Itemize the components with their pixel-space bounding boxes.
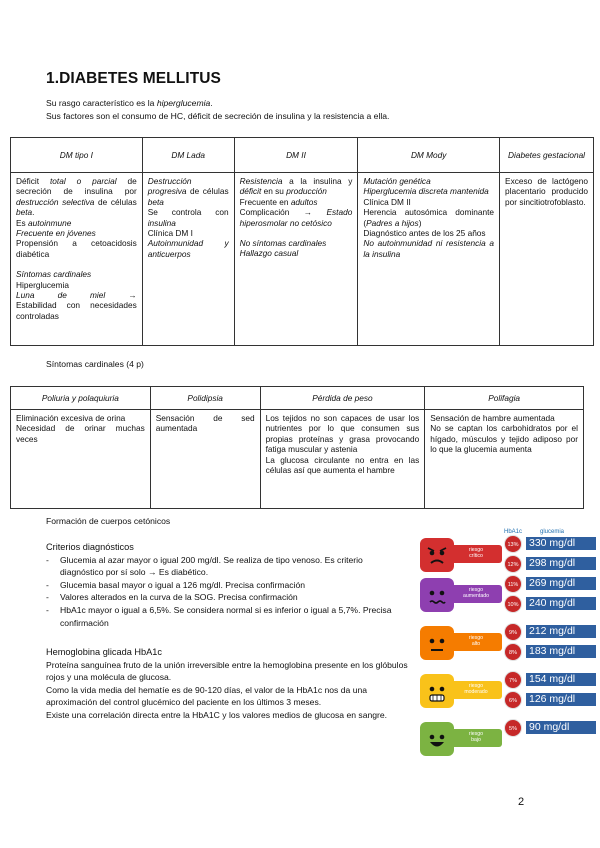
risk-label-line: bajo <box>471 737 481 743</box>
glucose-value-bar: 154 mg/dl <box>526 673 596 686</box>
text: Mutación genética <box>363 176 431 186</box>
cell-polifagia <box>425 410 584 509</box>
hba1c-percent-badge: 6% <box>504 691 522 709</box>
hba1c-paragraph: Como la vida media del hematíe es de 90-120 días, el valor de la HbA1c nos da una aproximación del control glucémico del paciente en los últimos 3 meses. <box>46 684 368 708</box>
cell-paragraph: Diagnóstico antes de los 25 años <box>363 228 486 239</box>
page-title: 1.DIABETES MELLITUS <box>46 70 221 87</box>
glucose-value-bar: 298 mg/dl <box>526 557 596 570</box>
cell-paragraph <box>148 238 229 259</box>
intro-line-1 <box>46 97 566 110</box>
cell-paragraph: La glucosa circulante no entra en las células así que aumenta el hambre <box>265 454 420 476</box>
cell-paragraph <box>363 207 494 228</box>
cell-paragraph: Clínica DM I <box>147 228 193 239</box>
cell-paragraph: Sensación de hambre aumentada <box>430 413 555 423</box>
cell-paragraph <box>240 248 353 258</box>
risk-label <box>450 681 502 699</box>
hba1c-paragraph: Existe una correlación directa entre la HbA1C y los valores medios de glucosa en sangre. <box>46 709 388 720</box>
risk-row <box>416 671 596 707</box>
ketone-note: Formación de cuerpos cetónicos <box>46 516 171 526</box>
hba1c-percent-badge: 10% <box>504 595 522 613</box>
list-item: - HbA1c mayor o igual a 6,5%. Se considera normal si es inferior o igual a 5,7%. Precisa confirmación <box>60 604 406 629</box>
cell-paragraph: Los tejidos no son capaces de usar los nutrientes por lo que consumen sus propias proteínas y grasa provocando fatiga muscular y astenia <box>265 413 420 455</box>
risk-row <box>416 575 596 611</box>
header-perdida-peso: Pérdida de peso <box>260 387 425 410</box>
cardinal-symptoms-title: Síntomas cardinales (4 p) <box>46 359 144 369</box>
list-item: - Valores alterados en la curva de la SOG. Precisa confirmación <box>60 591 406 604</box>
glucose-value-bar: 240 mg/dl <box>526 597 596 610</box>
cell-paragraph <box>16 228 137 238</box>
cell-paragraph <box>240 176 353 197</box>
cell-paragraph: Sensación de sed aumentada <box>155 413 255 434</box>
cell-perdida-peso <box>260 410 425 509</box>
text: Destrucción progresiva <box>147 176 192 197</box>
col-header-glucose: glucemia <box>540 529 565 535</box>
text: Hallazgo casual <box>239 248 299 259</box>
risk-label <box>450 633 502 651</box>
intro-text: Su rasgo característico es la <box>46 98 157 108</box>
glucose-value-bar: 183 mg/dl <box>526 645 596 658</box>
text: Frecuente en jóvenes <box>16 228 96 239</box>
header-polidipsia: Polidipsia <box>150 387 260 410</box>
text: ) <box>418 217 422 228</box>
criteria-title: Criterios diagnósticos <box>46 542 134 552</box>
text: a la insulina y <box>282 176 353 186</box>
hba1c-section <box>46 646 408 722</box>
text: Luna de miel → <box>16 290 137 301</box>
text: Déficit <box>16 176 50 186</box>
hba1c-percent-badge: 5% <box>504 719 522 737</box>
header-polifagia: Polifagia <box>425 387 584 410</box>
text: de secreción de insulina por <box>16 176 137 197</box>
text: beta <box>16 207 33 218</box>
cell-paragraph <box>240 197 353 207</box>
hba1c-percent-badge: 9% <box>504 623 522 641</box>
text: Estado hiperosmolar no cetósico <box>239 207 353 228</box>
page-number: 2 <box>518 796 525 808</box>
cell-paragraph: Necesidad de orinar muchas veces <box>16 423 145 444</box>
cell-dm-mody <box>358 173 500 346</box>
risk-label-line: riesgo <box>468 547 484 553</box>
glucose-value-bar: 269 mg/dl <box>526 577 596 590</box>
cell-paragraph <box>240 238 353 248</box>
text: Es <box>16 217 28 228</box>
hba1c-percent-badge: 11% <box>504 575 522 593</box>
cell-dm-tipo-1 <box>11 173 143 346</box>
risk-label <box>450 585 502 603</box>
header-dm-2: DM II <box>234 138 358 173</box>
intro-text: . <box>210 98 213 108</box>
neutral-face-icon <box>420 626 454 660</box>
table-row <box>11 410 584 509</box>
intro-emphasis: hiperglucemia <box>156 98 211 108</box>
hba1c-percent-badge: 8% <box>504 643 522 661</box>
glucose-value-bar: 90 mg/dl <box>526 721 596 734</box>
grimace-face-icon <box>420 674 454 708</box>
cell-paragraph: Propensión a cetoacidosis diabética <box>16 238 137 259</box>
header-diabetes-gestacional: Diabetes gestacional <box>500 138 594 173</box>
risk-row <box>416 623 596 659</box>
text: de células <box>94 196 137 207</box>
cell-paragraph <box>363 176 494 186</box>
text: de células <box>186 186 229 197</box>
text: en su <box>261 186 287 197</box>
hba1c-percent-badge: 7% <box>504 671 522 689</box>
list-item: - Glucemia al azar mayor o igual 200 mg/dl. Se realiza de tipo venoso. Es criterio diagnóstico por sí solo → Es diabético. <box>60 554 406 579</box>
risk-label-line: crítico <box>469 553 483 559</box>
header-dm-lada: DM Lada <box>142 138 234 173</box>
text: producción <box>286 186 327 197</box>
hba1c-percent-badge: 12% <box>504 555 522 573</box>
worried-face-icon <box>420 578 454 612</box>
header-poliuria: Poliuria y polaquiuria <box>11 387 151 410</box>
cell-paragraph <box>148 176 229 207</box>
text: No autoinmunidad ni resistencia a la insulina <box>363 238 495 259</box>
text: déficit <box>239 186 262 197</box>
list-item: - Glucemia basal mayor o igual a 126 mg/dl. Precisa confirmación <box>60 579 406 592</box>
text: total o parcial <box>49 176 117 186</box>
cell-poliuria <box>11 410 151 509</box>
text: adultos <box>290 196 318 207</box>
cell-paragraph: Clínica DM II <box>363 196 411 207</box>
risk-row <box>416 535 596 571</box>
intro <box>46 97 566 123</box>
text: destrucción selectiva <box>16 196 95 207</box>
diagnostic-criteria <box>46 541 406 629</box>
risk-label-line: alto <box>471 641 481 647</box>
cell-paragraph: Eliminación excesiva de orina <box>16 413 126 423</box>
cell-paragraph <box>363 238 494 259</box>
glucose-value-bar: 126 mg/dl <box>526 693 596 706</box>
intro-line-2: Sus factores son el consumo de HC, déficit de secreción de insulina y la resistencia a ella. <box>46 111 390 121</box>
cell-paragraph <box>363 186 494 196</box>
text: Resistencia <box>239 176 283 186</box>
angry-face-icon <box>420 538 454 572</box>
risk-row <box>416 719 596 755</box>
text: Autoinmunidad y anticuerpos <box>147 238 229 259</box>
glucose-value-bar: 212 mg/dl <box>526 625 596 638</box>
text: Se controla con <box>147 207 229 218</box>
hba1c-title: Hemoglobina glicada HbA1c <box>46 647 162 657</box>
text: Síntomas cardinales <box>16 269 92 280</box>
text: Hiperglucemia discreta mantenida <box>363 186 489 197</box>
risk-label-line: riesgo <box>468 731 484 737</box>
glucose-value-bar: 330 mg/dl <box>526 537 596 550</box>
risk-label-line: aumentado <box>463 593 489 599</box>
text: . <box>32 207 35 218</box>
text: Frecuente en <box>239 196 291 207</box>
cell-paragraph <box>16 269 137 279</box>
col-header-hba1c: HbA1c <box>504 529 523 535</box>
text: autoinmune <box>28 217 72 228</box>
hba1c-paragraph: Proteína sanguínea fruto de la unión irreversible entre la hemoglobina presente en los glóbulos rojos y una molécula de glucosa. <box>46 659 408 683</box>
table-header-row <box>11 387 584 410</box>
header-dm-mody: DM Mody <box>358 138 500 173</box>
criteria-list <box>46 554 406 630</box>
cell-paragraph <box>16 176 137 218</box>
text: Herencia autosómica dominante ( <box>363 207 495 228</box>
risk-label <box>450 729 502 747</box>
text: No síntomas cardinales <box>239 238 327 249</box>
risk-label <box>450 545 502 563</box>
cell-dm-2 <box>234 173 358 346</box>
cell-paragraph <box>16 290 137 300</box>
cardinal-symptoms-table <box>10 386 584 509</box>
cell-paragraph: Estabilidad con necesidades controladas <box>16 300 137 321</box>
risk-label-line: riesgo <box>468 635 484 641</box>
risk-label-line: riesgo <box>468 683 484 689</box>
text: Complicación → <box>239 207 327 218</box>
diabetes-types-table <box>10 137 594 346</box>
risk-label-line: riesgo <box>468 587 484 593</box>
happy-face-icon <box>420 722 454 756</box>
table-row <box>11 173 594 346</box>
header-dm-tipo-1: DM tipo I <box>11 138 143 173</box>
cell-polidipsia <box>150 410 260 509</box>
hba1c-percent-badge: 13% <box>504 535 522 553</box>
hba1c-glucose-infographic <box>416 527 596 767</box>
cell-diabetes-gestacional <box>500 173 594 346</box>
cell-paragraph <box>148 207 229 228</box>
text: Padres a hijos <box>366 217 419 228</box>
cell-paragraph: Exceso de lactógeno placentario producido por sincitiotrofoblasto. <box>505 176 588 207</box>
cell-paragraph <box>240 207 353 228</box>
risk-label-line: moderado <box>464 689 488 695</box>
text: insulina <box>147 217 176 228</box>
cell-dm-lada <box>142 173 234 346</box>
table-header-row <box>11 138 594 173</box>
cell-paragraph <box>16 218 137 228</box>
cell-paragraph: Hiperglucemia <box>16 279 70 290</box>
cell-paragraph: No se captan los carbohidratos por el hígado, músculos y tejido adiposo por lo que la glucemia aumenta <box>430 423 578 455</box>
text: beta <box>147 196 164 207</box>
